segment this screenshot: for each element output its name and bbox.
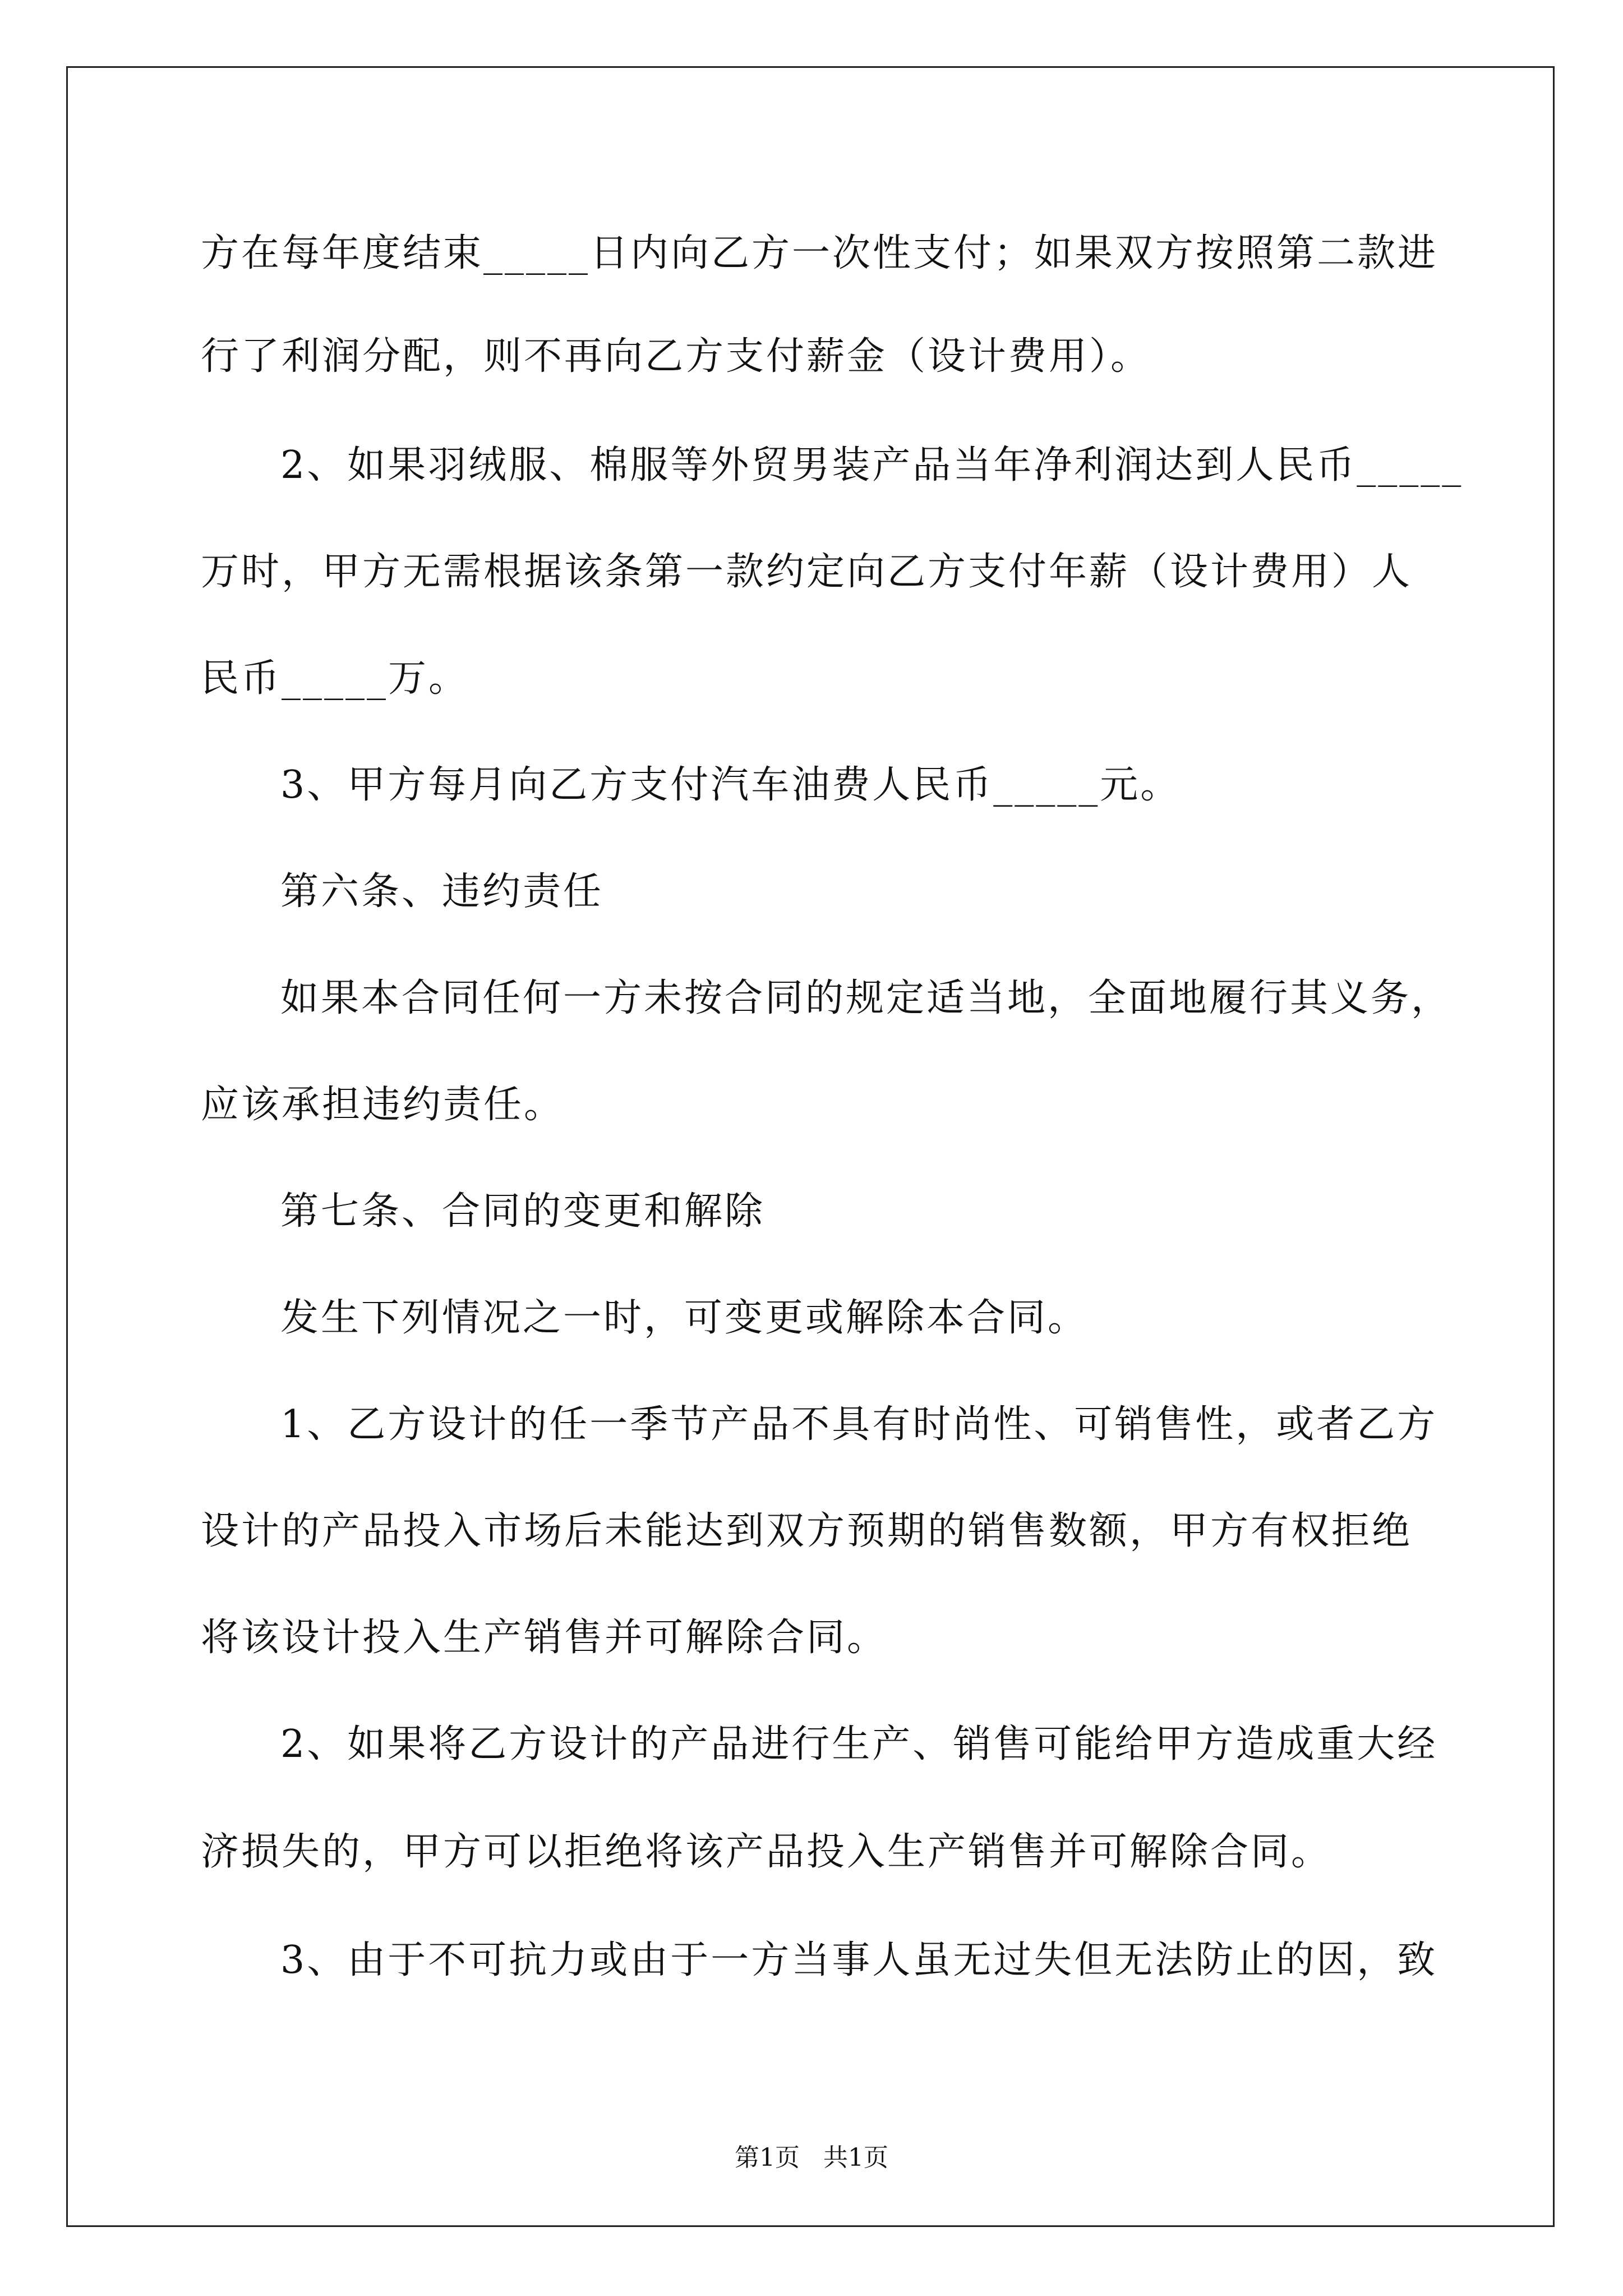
text-line: 将该设计投入生产销售并可解除合同。 <box>201 1616 888 1660</box>
section-heading: 第七条、合同的变更和解除 <box>280 1189 766 1234</box>
text-line: 3、由于不可抗力或由于一方当事人虽无过失但无法防止的因，致 <box>280 1938 1438 1982</box>
page-number: 第1页 共1页 <box>735 2143 888 2172</box>
text-line: 如果本合同任何一方未按合同的规定适当地，全面地履行其义务， <box>280 976 1452 1020</box>
text-line: 1、乙方设计的任一季节产品不具有时尚性、可销售性，或者乙方 <box>280 1402 1438 1447</box>
section-heading: 第六条、违约责任 <box>280 869 604 914</box>
text-line: 民币_____万。 <box>201 656 469 701</box>
text-line: 应该承担违约责任。 <box>201 1083 565 1127</box>
page-border <box>66 66 1555 2227</box>
text-line: 2、如果将乙方设计的产品进行生产、销售可能给甲方造成重大经 <box>280 1722 1438 1766</box>
text-line: 方在每年度结束_____日内向乙方一次性支付；如果双方按照第二款进 <box>201 231 1438 275</box>
text-line: 发生下列情况之一时，可变更或解除本合同。 <box>280 1296 1089 1340</box>
text-line: 3、甲方每月向乙方支付汽车油费人民币_____元。 <box>280 763 1181 807</box>
text-line: 设计的产品投入市场后未能达到双方预期的销售数额，甲方有权拒绝 <box>201 1509 1413 1553</box>
text-line: 济损失的，甲方可以拒绝将该产品投入生产销售并可解除合同。 <box>201 1830 1332 1874</box>
text-line: 万时，甲方无需根据该条第一款约定向乙方支付年薪（设计费用）人 <box>201 550 1413 594</box>
text-line: 2、如果羽绒服、棉服等外贸男装产品当年净利润达到人民币_____ <box>280 443 1464 487</box>
text-line: 行了利润分配，则不再向乙方支付薪金（设计费用）。 <box>201 334 1151 379</box>
